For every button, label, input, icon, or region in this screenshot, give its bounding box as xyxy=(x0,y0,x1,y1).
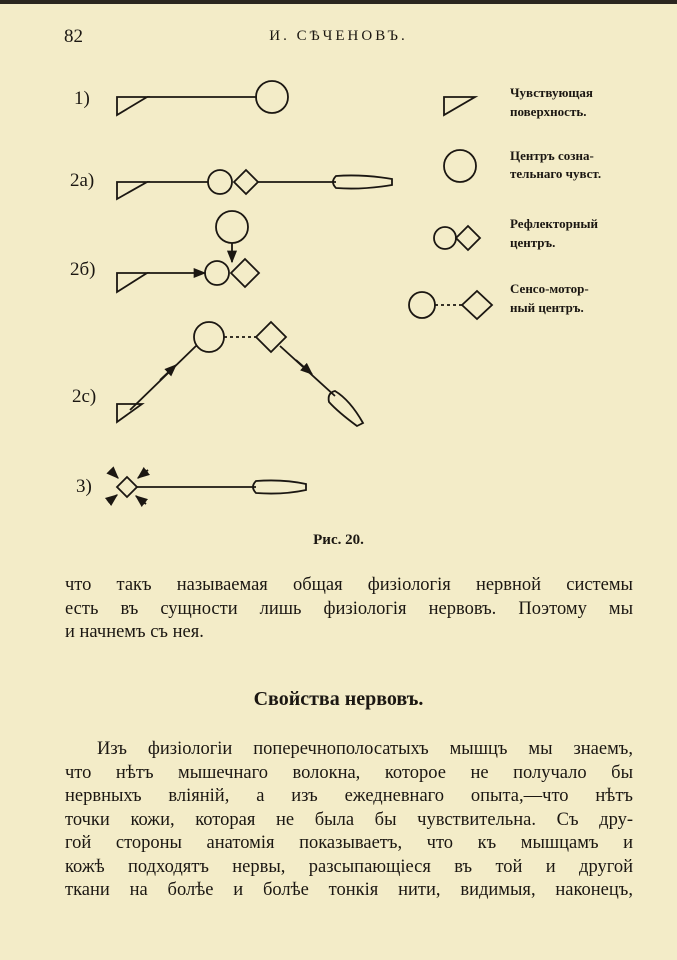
top-border xyxy=(0,0,677,4)
legend-2-line-2: тельнаго чувст. xyxy=(510,166,602,181)
legend-3-line-2: центръ. xyxy=(510,235,556,250)
sensory-surface-triangle xyxy=(117,97,147,115)
circle-icon xyxy=(444,150,476,182)
diagram-2b xyxy=(117,211,259,292)
legend-4-line-1: Сенсо-мотор- xyxy=(510,281,589,296)
sensory-surface-triangle xyxy=(117,273,147,292)
circle-diamond-icon xyxy=(434,226,480,250)
circle-dashed-diamond-icon xyxy=(409,291,492,319)
diagram-label-1: 1) xyxy=(74,88,90,109)
triangle-icon xyxy=(444,97,475,115)
paragraph-line: ткани на болѣе и болѣе тонкія нити, видимыя, наконецъ, xyxy=(65,880,633,900)
legend-1-line-2: поверхность. xyxy=(510,104,587,119)
diagram-label-2c: 2c) xyxy=(72,386,97,407)
paragraph-line: Изъ физіологіи поперечнополосатыхъ мышцъ мы знаемъ, xyxy=(97,739,633,759)
paragraph-line: нервныхъ вліяній, а изъ ежедневнаго опыта,—что нѣтъ xyxy=(65,786,633,806)
conscious-center-circle xyxy=(256,81,288,113)
muscle-icon xyxy=(333,175,392,188)
diagram-2c xyxy=(117,322,363,426)
paragraph-1 xyxy=(65,574,633,645)
sensory-surface-triangle xyxy=(117,404,142,422)
muscle-icon xyxy=(253,480,306,493)
diagram-label-2b: 2б) xyxy=(70,259,96,280)
paragraph-line: есть въ сущности лишь физіологія нервовъ. Поэтому мы xyxy=(65,598,633,619)
reflex-diagram-figure xyxy=(0,60,677,530)
legend-2-line-1: Центръ созна- xyxy=(510,148,594,163)
paragraph-line: что такъ называемая общая физіологія нервной системы xyxy=(65,575,633,595)
paragraph-line: гой стороны анатомія показываетъ, что къ мышцамъ и xyxy=(65,833,633,853)
page-number: 82 xyxy=(64,26,83,47)
diagram-3 xyxy=(108,470,306,504)
paragraph-2 xyxy=(65,738,633,903)
legend-symbols xyxy=(409,97,492,319)
diagram-label-2a: 2a) xyxy=(70,170,95,191)
sensory-surface-triangle xyxy=(117,182,147,199)
paragraph-line: и начнемъ съ нея. xyxy=(65,622,204,642)
paragraph-line: кожѣ подходятъ нервы, разсыпающіеся въ той и другой xyxy=(65,856,633,877)
figure-caption: Рис. 20. xyxy=(313,532,364,548)
diagram-label-3: 3) xyxy=(76,476,92,497)
diagram-2a xyxy=(117,170,392,199)
legend-4-line-2: ный центръ. xyxy=(510,300,584,315)
diagram-1 xyxy=(117,81,288,115)
legend-3-line-1: Рефлекторный xyxy=(510,216,598,231)
section-heading: Свойства нервовъ. xyxy=(253,688,424,710)
running-head: И. СѢЧЕНОВЪ. xyxy=(269,28,408,44)
legend-1-line-1: Чувствующая xyxy=(510,85,593,100)
muscle-icon xyxy=(329,391,363,426)
paragraph-line: точки кожи, которая не была бы чувствительна. Съ дру- xyxy=(65,809,633,830)
paragraph-line: что нѣтъ мышечнаго волокна, которое не получало бы xyxy=(65,762,633,783)
